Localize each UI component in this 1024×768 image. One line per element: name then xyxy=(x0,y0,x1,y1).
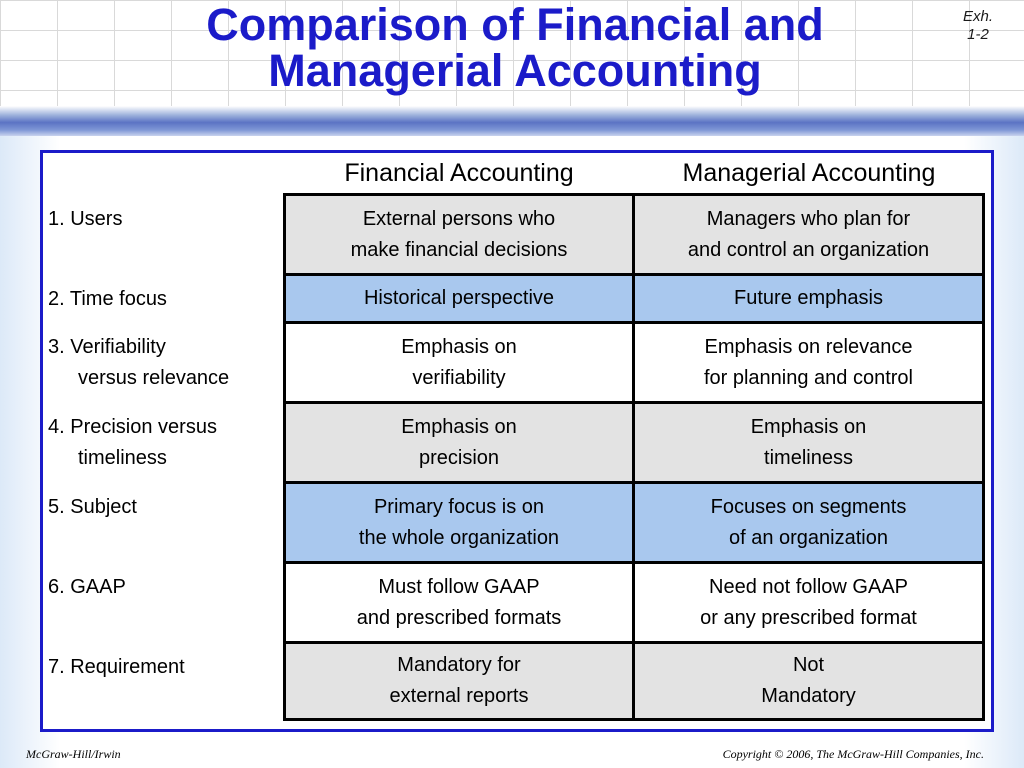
footer-publisher: McGraw-Hill/Irwin xyxy=(26,747,121,761)
managerial-cell-line-1: Managers who plan for xyxy=(706,207,911,230)
row-label-line-1: 7. Requirement xyxy=(48,656,185,678)
financial-cell-line-1: Historical perspective xyxy=(363,287,555,309)
managerial-cell-line-2: or any prescribed format xyxy=(700,606,917,629)
financial-cell-line-1: Emphasis on xyxy=(401,415,517,438)
financial-cell-line-2: the whole organization xyxy=(358,526,560,549)
financial-cell xyxy=(283,481,635,564)
financial-cell-line-2: precision xyxy=(418,446,500,469)
financial-cell-line-1: Primary focus is on xyxy=(373,495,545,518)
row-label xyxy=(48,412,288,474)
managerial-cell-line-2: of an organization xyxy=(728,526,888,549)
managerial-cell-line-2: timeliness xyxy=(764,446,853,469)
managerial-cell xyxy=(632,561,985,644)
managerial-cell-line-1: Future emphasis xyxy=(734,287,883,309)
exhibit-id: 1-2 xyxy=(967,26,989,43)
header-divider-bar xyxy=(0,106,1024,136)
financial-cell xyxy=(283,401,635,484)
managerial-cell-line-1: Not xyxy=(792,654,825,676)
managerial-cell-line-1: Need not follow GAAP xyxy=(709,575,908,598)
financial-cell-line-1: Mandatory for xyxy=(397,654,521,676)
financial-cell xyxy=(283,273,635,324)
title-line-1: Comparison of Financial and xyxy=(206,0,824,50)
managerial-cell-line-2: and control an organization xyxy=(687,238,930,261)
row-label-line-2: timeliness xyxy=(78,447,167,469)
exhibit-number xyxy=(948,8,1008,44)
financial-cell-line-2: make financial decisions xyxy=(350,238,568,261)
row-label xyxy=(48,652,288,683)
managerial-cell xyxy=(632,481,985,564)
column-header-financial: Financial Accounting xyxy=(344,159,574,187)
row-label xyxy=(48,572,288,603)
managerial-cell-line-1: Emphasis on xyxy=(750,415,867,438)
financial-cell xyxy=(283,321,635,404)
managerial-cell xyxy=(632,321,985,404)
title-line-2: Managerial Accounting xyxy=(268,45,762,96)
column-header-managerial: Managerial Accounting xyxy=(682,159,936,187)
managerial-cell-line-2: for planning and control xyxy=(703,366,914,389)
row-label-line-1: 5. Subject xyxy=(48,496,137,518)
managerial-cell-line-1: Focuses on segments xyxy=(710,495,907,518)
financial-cell-line-2: external reports xyxy=(389,685,529,707)
row-label xyxy=(48,284,288,315)
financial-cell-line-2: verifiability xyxy=(412,366,506,389)
managerial-cell xyxy=(632,273,985,324)
managerial-cell xyxy=(632,641,985,721)
financial-cell-line-1: Must follow GAAP xyxy=(378,575,540,598)
financial-cell-line-2: and prescribed formats xyxy=(356,606,562,629)
row-label xyxy=(48,204,288,235)
financial-cell xyxy=(283,193,635,276)
footer-copyright: Copyright © 2006, The McGraw-Hill Companies, Inc. xyxy=(722,747,984,761)
managerial-cell-line-2: Mandatory xyxy=(761,685,856,707)
managerial-cell xyxy=(632,401,985,484)
financial-cell xyxy=(283,641,635,721)
exhibit-label: Exh. xyxy=(962,8,993,25)
row-label-line-1: 4. Precision versus xyxy=(48,416,217,438)
financial-cell-line-1: External persons who xyxy=(362,207,556,230)
row-label-line-1: 1. Users xyxy=(48,208,123,230)
managerial-cell xyxy=(632,193,985,276)
financial-cell xyxy=(283,561,635,644)
row-label-line-1: 2. Time focus xyxy=(48,288,167,310)
financial-cell-line-1: Emphasis on xyxy=(401,335,517,358)
row-label xyxy=(48,492,288,523)
managerial-cell-line-1: Emphasis on relevance xyxy=(704,335,913,358)
row-label-line-1: 6. GAAP xyxy=(48,576,126,598)
row-label xyxy=(48,332,288,394)
row-label-line-1: 3. Verifiability xyxy=(48,336,166,358)
slide-title xyxy=(100,2,930,94)
row-label-line-2: versus relevance xyxy=(78,367,230,389)
